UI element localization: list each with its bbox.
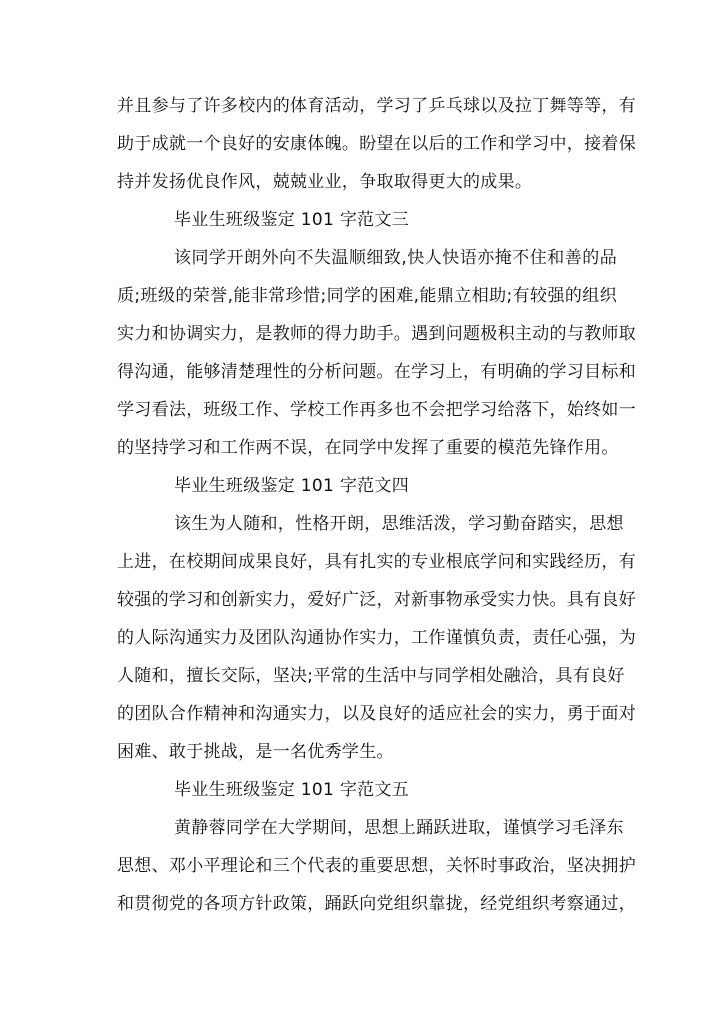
paragraph-line: 困难、敢于挑战，是一名优秀学生。	[117, 742, 394, 762]
paragraph-line: 的坚持学习和工作两不误，在同学中发挥了重要的模范先锋作用。	[117, 438, 619, 458]
paragraph-line: 上进，在校期间成果良好，具有扎实的专业根底学问和实践经历，有	[117, 552, 636, 572]
section-heading: 毕业生班级鉴定 101 字范文三	[174, 210, 410, 230]
section-heading: 毕业生班级鉴定 101 字范文四	[174, 476, 410, 496]
paragraph-line: 得沟通，能够清楚理性的分析问题。在学习上，有明确的学习目标和	[117, 362, 636, 382]
paragraph-line: 思想、邓小平理论和三个代表的重要思想，关怀时事政治，坚决拥护	[117, 856, 636, 876]
paragraph-line: 人随和，擅长交际，坚决;平常的生活中与同学相处融洽，具有良好	[117, 666, 625, 686]
paragraph-line: 质;班级的荣誉,能非常珍惜;同学的困难,能鼎立相助;有较强的组织	[117, 286, 617, 306]
paragraph-line: 的人际沟通实力及团队沟通协作实力，工作谨慎负责，责任心强，为	[117, 628, 636, 648]
paragraph-line: 并且参与了许多校内的体育活动，学习了乒乓球以及拉丁舞等等，有	[117, 96, 636, 116]
paragraph-line: 学习看法，班级工作、学校工作再多也不会把学习给落下，始终如一	[117, 400, 636, 420]
paragraph-line: 助于成就一个良好的安康体魄。盼望在以后的工作和学习中，接着保	[117, 134, 636, 154]
section-heading: 毕业生班级鉴定 101 字范文五	[174, 780, 410, 800]
paragraph-line: 黄静蓉同学在大学期间，思想上踊跃进取，谨慎学习毛泽东	[174, 818, 624, 838]
paragraph-line: 较强的学习和创新实力，爱好广泛，对新事物承受实力快。具有良好	[117, 590, 636, 610]
paragraph-line: 该生为人随和，性格开朗，思维活泼，学习勤奋踏实，思想	[174, 514, 624, 534]
paragraph-line: 和贯彻党的各项方针政策，踊跃向党组织靠拢，经党组织考察通过，	[117, 894, 636, 914]
paragraph-line: 实力和协调实力，是教师的得力助手。遇到问题极积主动的与教师取	[117, 324, 636, 344]
paragraph-line: 的团队合作精神和沟通实力，以及良好的适应社会的实力，勇于面对	[117, 704, 636, 724]
paragraph-line: 该同学开朗外向不失温顺细致,快人快语亦掩不住和善的品	[174, 248, 617, 268]
paragraph-line: 持并发扬优良作风，兢兢业业，争取取得更大的成果。	[117, 172, 533, 192]
